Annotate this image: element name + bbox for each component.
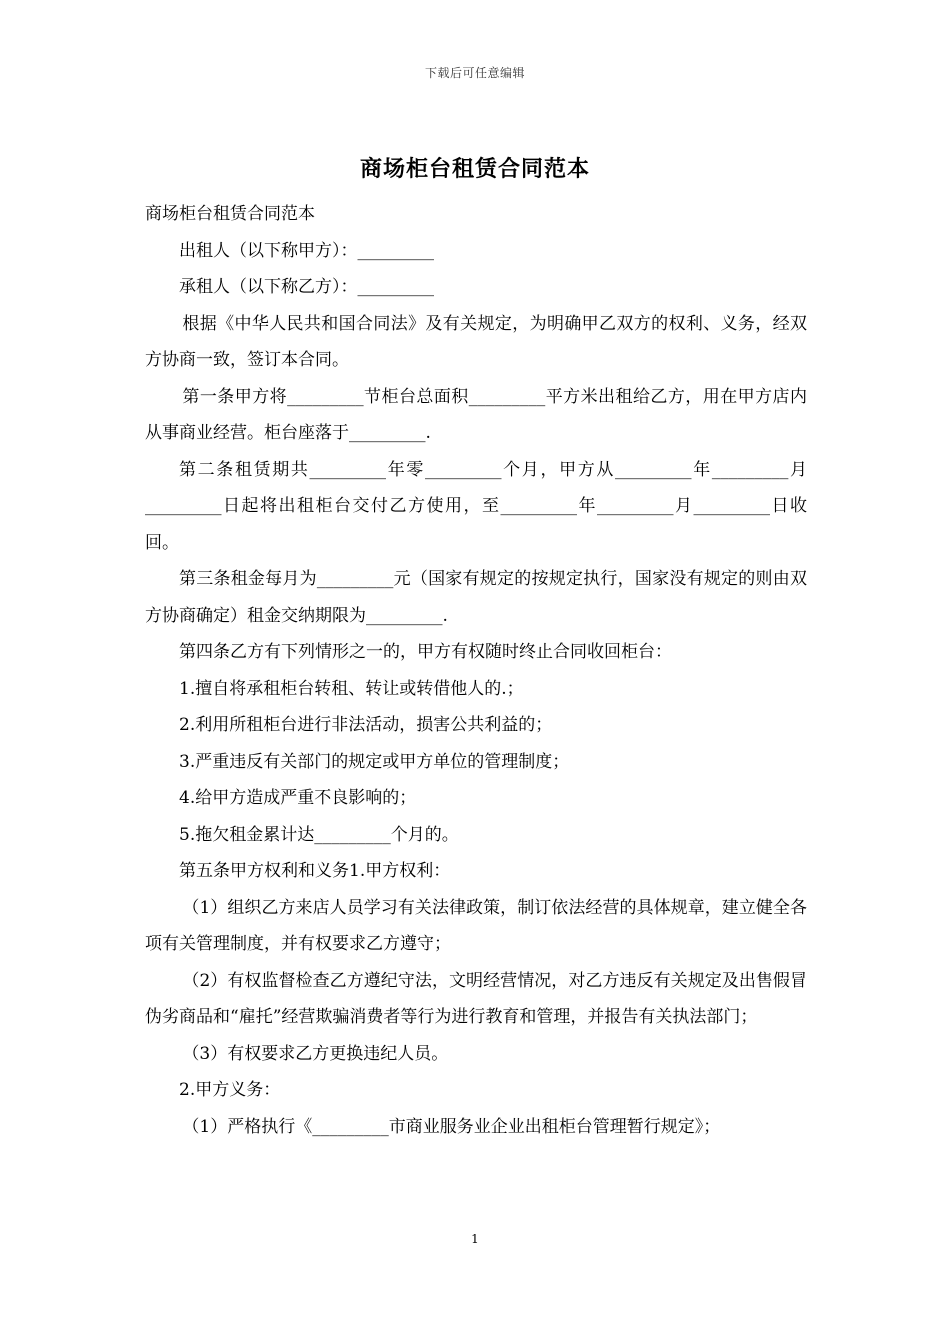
article-4-paragraph: 第四条乙方有下列情形之一的，甲方有权随时终止合同收回柜台： (179, 642, 672, 662)
article-5-paragraph: 第五条甲方权利和义务1.甲方权利： (179, 861, 451, 881)
lessee-line: 承租人（以下称乙方）：_________ (179, 277, 434, 297)
article-4-item-1: 1.擅自将承租柜台转租、转让或转借他人的.； (179, 678, 524, 699)
article-4-item-4: 4.给甲方造成严重不良影响的； (179, 788, 417, 808)
lessor-obligations-heading: 2.甲方义务： (179, 1080, 281, 1100)
article-3-paragraph: 第三条租金每月为_________元（国家有规定的按规定执行，国家没有规定的则由双方协商确定）租金交纳期限为_________. (145, 569, 807, 626)
lessor-right-1: （1）组织乙方来店人员学习有关法律政策，制订依法经营的具体规章，建立健全各项有关管理制度，并有权要求乙方遵守； (145, 897, 807, 954)
header-note: 下载后可任意编辑 (424, 66, 525, 80)
lessor-line: 出租人（以下称甲方）：_________ (179, 240, 434, 261)
preamble-paragraph: 根据《中华人民共和国合同法》及有关规定，为明确甲乙双方的权利、义务，经双方协商一致，签订本合同。 (145, 313, 807, 370)
page-number: 1 (471, 1232, 479, 1246)
article-4-item-3: 3.严重违反有关部门的规定或甲方单位的管理制度； (179, 751, 570, 772)
article-4-item-5: 5.拖欠租金累计达_________个月的。 (179, 824, 459, 845)
article-2-paragraph: 第二条租赁期共_________年零_________个月，甲方从_________年_________月_________日起将出租柜台交付乙方使用，至_________年_________月_________日收回。 (145, 459, 807, 553)
subtitle-paragraph: 商场柜台租赁合同范本 (145, 204, 315, 224)
lessor-right-2: （2）有权监督检查乙方遵纪守法，文明经营情况，对乙方违反有关规定及出售假冒伪劣商品和“雇托”经营欺骗消费者等行为进行教育和管理，并报告有关执法部门； (145, 970, 807, 1027)
document-title: 商场柜台租赁合同范本 (359, 156, 590, 182)
lessor-obligation-1: （1）严格执行《_________市商业服务业企业出租柜台管理暂行规定》； (182, 1116, 721, 1137)
lessor-right-3: （3）有权要求乙方更换违纪人员。 (182, 1043, 449, 1064)
article-4-item-2: 2.利用所租柜台进行非法活动，损害公共利益的； (179, 715, 553, 735)
article-1-paragraph: 第一条甲方将_________节柜台总面积_________平方米出租给乙方，用在甲方店内从事商业经营。柜台座落于_________. (145, 386, 807, 443)
document-body (145, 196, 807, 1145)
